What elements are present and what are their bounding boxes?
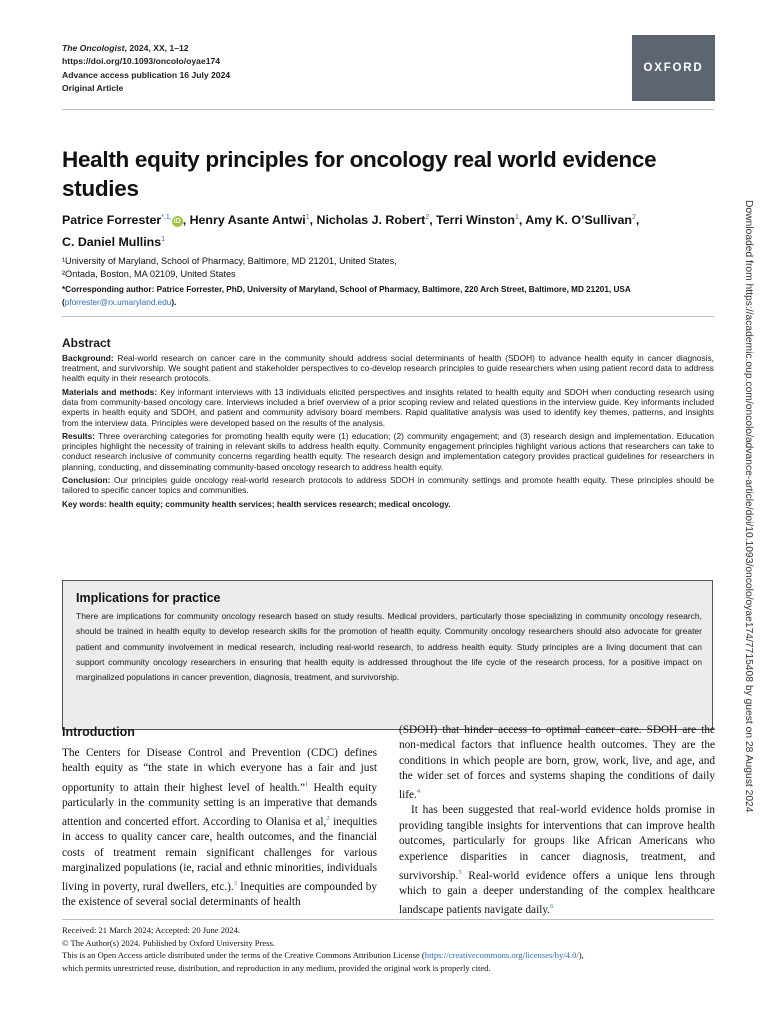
abstract-body [62, 353, 714, 512]
download-note: Downloaded from https://academic.oup.com/oncolo/advance-article/doi/10.1093/oncolo/oyae174/7715408 by guest on 28 August 2024 [743, 200, 754, 813]
author-name: , Nicholas J. Robert [309, 213, 426, 228]
abstract-results-text: Three overarching categories for promoting health equity were (1) education; (2) community engagement; and (3) research design and implementation. Education principles highlight the necessity of training in relevant skills to address health equity. Community engagement principles highlight various actions that researchers can take to conduct research inclusive of community concerns regarding health equity. The research design and implementation category provides practical guidelines for researchers in planning, conducting, and disseminating community-based oncology research to address health equity. [62, 431, 714, 472]
header-divider [62, 109, 714, 110]
keywords-text: health equity; community health services; health services research; medical oncology. [106, 498, 451, 509]
abstract-background-label: Background: [62, 353, 114, 363]
author-name: Patrice Forrester [62, 213, 162, 228]
abstract-conclusion [62, 475, 714, 495]
article-footer [62, 924, 722, 974]
intro-text: Real-world evidence offers a unique lens through which to gain a deeper understanding of the complex healthcare landscape patients navigate daily. [399, 869, 715, 917]
author-separator: , [635, 213, 640, 228]
article-meta [62, 42, 230, 96]
intro-text: inequities in access to quality cancer care, health outcomes, and the financial costs of treatment remain significant challenges for various marginalized populations (ie, racial and ethnic minorities, individuals living in poverty, rural dwellers, etc.). [62, 815, 377, 894]
oxford-logo: OXFORD [632, 35, 715, 101]
intro-column-left [62, 746, 377, 911]
reference-link[interactable]: 2 [326, 815, 330, 823]
email-paren: ( [62, 297, 65, 307]
author-list [62, 208, 722, 252]
reference-link[interactable]: 3 [233, 880, 237, 888]
implications-body: There are implications for community oncology research based on study results. Medical providers, particularly those specializing in community oncology research, should be trained in health equity to develop research skills for the promotion of health equity. Community oncology researchers should also advocate for greater patient and community involvement in medical research, including real-world research, to address health equity. Study principles are a living document that can support community oncology researchers in ensuring that health equity is addressed throughout the life cycle of the research process, for a positive impact on marginalized populations in cancer prevention, diagnosis, treatment, and survivorship. [76, 611, 702, 683]
email-paren: ). [171, 297, 177, 307]
license-line [62, 949, 722, 962]
author-affiliation-sup: 1 [305, 214, 310, 221]
intro-paragraph [399, 803, 715, 918]
corresponding-author-text: *Corresponding author: Patrice Forrester, PhD, University of Maryland, School of Pharmacy, Baltimore, 220 Arch Street, Baltimore, MD 21201, USA [62, 285, 631, 294]
intro-column-right [399, 723, 715, 918]
advance-access-date: Advance access publication 16 July 2024 [62, 69, 231, 80]
article-type: Original Article [62, 83, 124, 94]
license-terms: which permits unrestricted reuse, distribution, and reproduction in any medium, provided the original work is properly cited. [62, 962, 491, 973]
author-affiliation-sup: *,1, [161, 214, 172, 221]
corresponding-author [62, 284, 702, 309]
license-link[interactable]: https://creativecommons.org/licenses/by/4.0/ [424, 950, 579, 961]
copyright: © The Author(s) 2024. Published by Oxford University Press. [62, 937, 276, 948]
journal-citation [62, 42, 230, 55]
author-name: C. Daniel Mullins [62, 235, 162, 250]
article-title: Health equity principles for oncology real world evidence studies [62, 147, 657, 201]
abstract-background [62, 353, 714, 384]
author-affiliation-sup: 2 [425, 214, 430, 221]
abstract-methods [62, 387, 714, 428]
journal-volume: , 2024, XX, 1–12 [124, 43, 189, 53]
doi-link[interactable]: https://doi.org/10.1093/oncolo/oyae174 [62, 56, 221, 67]
abstract-methods-text: Key informant interviews with 13 individuals elicited perspectives and insights related to health equity and SDOH when conducting research using data from community-based oncology care. Interviews included a brief overview of a prior scoping review and related questions in the interview guide. Key informants included experts in health equity and SDOH, and patient and community advisory board members. Rapid qualitative analysis was used to identify key themes, patterns, and insights from the interview data. Principles were developed based on the results of the analysis. [62, 386, 714, 428]
reference-link[interactable]: 1 [305, 780, 309, 788]
affiliation-1: ¹University of Maryland, School of Pharmacy, Baltimore, MD 21201, United States, [62, 256, 397, 266]
footer-divider [62, 919, 714, 920]
abstract-results-label: Results: [62, 431, 96, 442]
download-watermark [736, 200, 756, 880]
abstract-divider [62, 316, 714, 317]
reference-link[interactable]: 4 [416, 788, 421, 796]
abstract-conclusion-label: Conclusion: [62, 475, 111, 486]
abstract-heading: Abstract [62, 336, 111, 350]
author-name: , Amy K. O’Sullivan [518, 213, 632, 228]
abstract-methods-label: Materials and methods: [62, 386, 158, 397]
license-text: This is an Open Access article distributed under the terms of the Creative Commons Attribution License ( [62, 950, 425, 961]
affiliations [62, 255, 397, 281]
intro-text: The Centers for Disease Control and Prevention (CDC) defines health equity as “the state in which everyone has a fair and just opportunity to attain their highest level of health.” [62, 747, 377, 794]
intro-paragraph [399, 723, 715, 803]
implications-heading: Implications for practice [76, 591, 221, 605]
abstract-background-text: Real-world research on cancer care in the community should address social determinants of health (SDOH) to advance health equity in cancer diagnosis, treatment, and survivorship. We sought patient and stakeholder perspectives to co-develop research principles to guide researchers when using patient record data to address health equity in their research protocols. [62, 353, 714, 384]
intro-text: (SDOH) that hinder access to optimal cancer care. SDOH are the non-medical factors that influence health outcomes. They are the conditions in which people are born, grow, work, live, and age, and the wider set of forces and systems shaping the conditions of daily life. [399, 724, 715, 802]
author-name: , Henry Asante Antwi [182, 213, 306, 228]
abstract-results [62, 431, 714, 472]
author-affiliation-sup: 1 [514, 214, 519, 221]
orcid-icon[interactable]: iD [173, 218, 181, 226]
author-affiliation-sup: 2 [632, 214, 636, 221]
journal-name: The Oncologist [62, 43, 125, 53]
reference-link[interactable]: 6 [550, 903, 554, 911]
license-text: ), [578, 950, 584, 961]
received-dates: Received: 21 March 2024; Accepted: 20 June 2024. [62, 925, 241, 935]
abstract-conclusion-text: Our principles guide oncology real-world research protocols to address SDOH in community settings and promote health equity. These principles should be tailored to specific cancer topics and communities. [62, 475, 714, 496]
intro-text: Health equity particularly in the community setting is an imperative that demands attention and concerted effort. According to Olanisa et al, [62, 781, 377, 828]
author-affiliation-sup: 1 [161, 236, 166, 244]
keywords-label: Key words: [62, 498, 107, 509]
keywords [62, 499, 714, 509]
author-name: , Terri Winston [429, 213, 515, 228]
introduction-heading: Introduction [62, 725, 135, 739]
intro-paragraph [62, 746, 377, 911]
affiliation-2: ²Ontada, Boston, MA 02109, United States [62, 269, 236, 279]
intro-text: It has been suggested that real-world evidence holds promise in providing tangible insights for interventions that can improve health outcomes, particularly for groups like African Americans who experience disparities in cancer diagnosis, treatment, and survivorship. [399, 804, 715, 882]
intro-text: Inequities are compounded by the existence of several social determinants of health [62, 881, 377, 909]
reference-link[interactable]: 5 [458, 868, 462, 876]
corresponding-email-link[interactable]: pforrester@rx.umaryland.edu [64, 297, 172, 307]
